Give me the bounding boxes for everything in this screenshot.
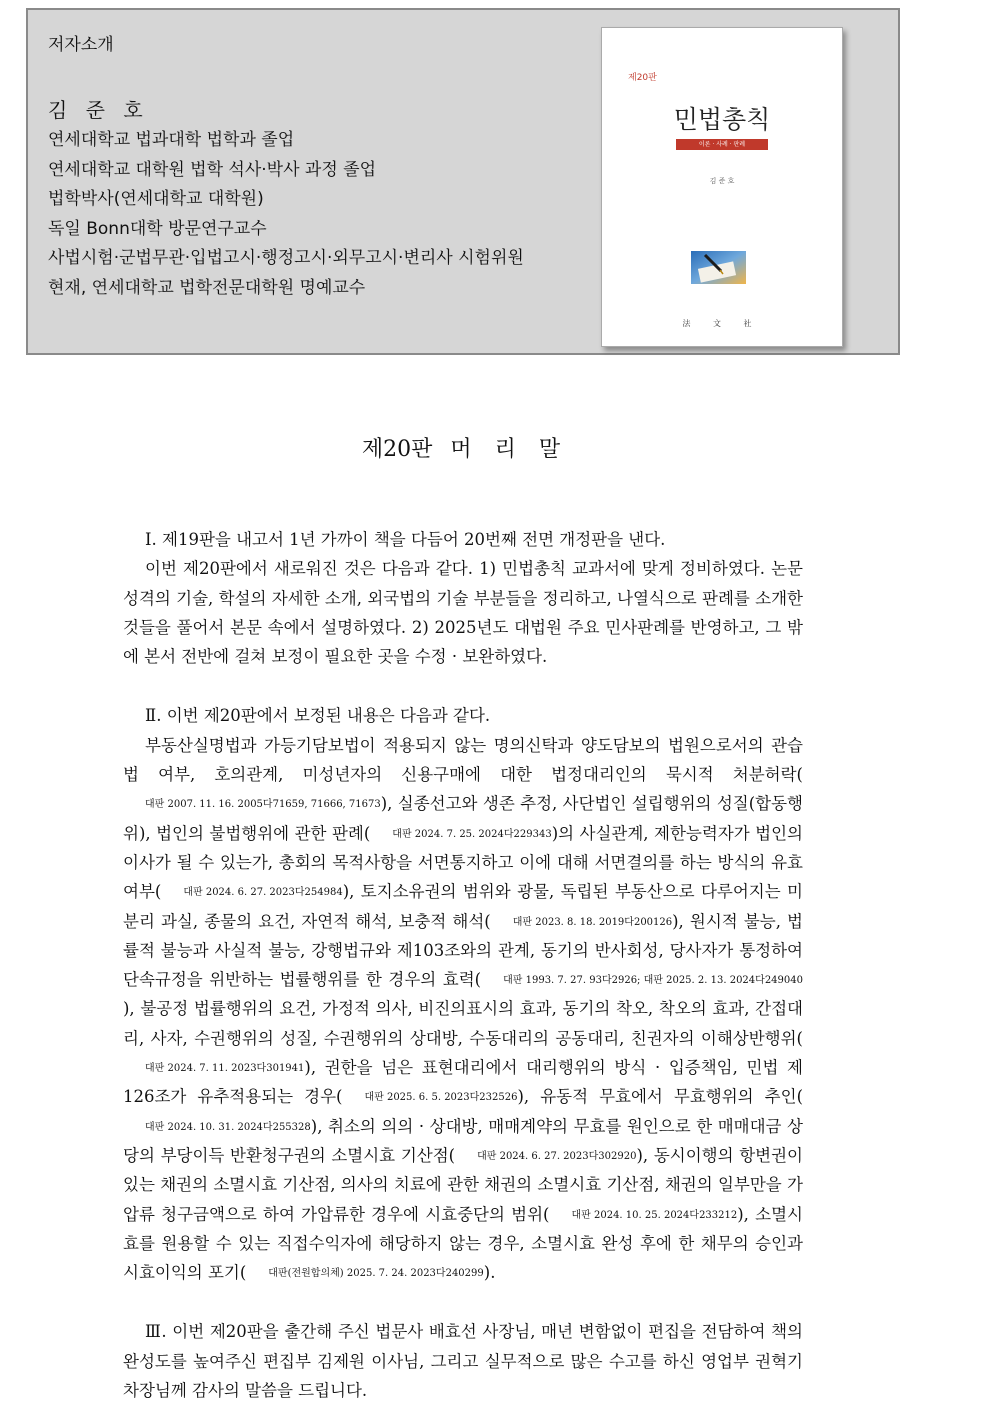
author-intro-box bbox=[26, 8, 900, 355]
preface-title bbox=[0, 432, 930, 463]
cover-publisher: 法 文 社 bbox=[682, 319, 762, 328]
text-segment: )의 사실관계, 제한능력자가 법인의 이사가 될 수 있는가, 총회의 목적사항을 서면통지하고 이에 대해 서면결의를 하는 방식의 유효 여부( bbox=[123, 823, 803, 902]
preface-title-edition: 제20판 bbox=[361, 437, 433, 462]
cover-title: 민법총칙 bbox=[673, 105, 771, 134]
author-career-line: 법학박사(연세대학교 대학원) bbox=[48, 189, 264, 209]
author-career-line: 연세대학교 대학원 법학 석사·박사 과정 졸업 bbox=[48, 159, 377, 180]
book-cover bbox=[601, 27, 843, 347]
text-segment: ), 토지소유권의 범위와 광물, 독립된 부동산으로 다루어지는 미분리 과실, 종물의 요건, 자연적 해석, 보충적 해석( bbox=[123, 882, 803, 931]
text-segment: ), 실종선고와 생존 추정, 사단법인 설립행위의 성질(합동행위), 법인의 불법행위에 관한 판례( bbox=[123, 794, 803, 843]
section-1-paragraph: 이번 제20판에서 새로워진 것은 다음과 같다. 1) 민법총칙 교과서에 맞게 정비하였다. 논문 성격의 기술, 학설의 자세한 소개, 외국법의 기술 부분들을 정리하고, 나열식으로 판례를 소개한 것들을 풀어서 본문 속에서 설명하였다. 2) 2025년도 대법원 주요 민사판례를 반영하고, 그 밖에 본서 전반에 걸쳐 보정이 필요한 곳을 수정 · 보완하였다. bbox=[123, 559, 803, 667]
case-citation: 대판 2024. 6. 27. 2023다254984 bbox=[183, 887, 343, 899]
preface-body bbox=[123, 525, 803, 1405]
cover-author: 김 준 호 bbox=[709, 177, 735, 185]
text-segment: ), 취소의 의의 · 상대방, 매매계약의 무효를 원인으로 한 매매대금 상당의 부당이득 반환청구권의 소멸시효 기산점( bbox=[123, 1116, 803, 1165]
preface-title-text: 머 리 말 bbox=[450, 437, 569, 462]
case-citation: 대판 2024. 10. 25. 2024다233212 bbox=[571, 1209, 738, 1221]
case-citation: 대판 2024. 10. 31. 2024다255328 bbox=[145, 1121, 311, 1133]
text-segment: ), 불공정 법률행위의 요건, 가정적 의사, 비진의표시의 효과, 동기의 착오, 착오의 효과, 간접대리, 사자, 수권행위의 성질, 수권행위의 상대방, 수동대리의 공동대리, 친권자의 이해상반행위( bbox=[123, 999, 803, 1048]
section-2-paragraph bbox=[123, 731, 803, 1288]
case-citation: 대판 2024. 7. 25. 2024다229343 bbox=[392, 828, 552, 840]
text-segment: ), 원시적 불능, 법률적 불능과 사실적 불능, 강행법규와 제103조와의 관계, 동기의 반사회성, 당사자가 통정하여 단속규정을 위반하는 법률행위를 한 경우의 효력( bbox=[123, 911, 803, 990]
case-citation: 대판 2023. 8. 18. 2019다200126 bbox=[512, 916, 673, 928]
pen-on-paper-image bbox=[691, 251, 746, 284]
case-citation: 대판(전원합의체) 2025. 7. 24. 2023다240299 bbox=[268, 1268, 484, 1280]
author-career-line: 연세대학교 법과대학 법학과 졸업 bbox=[48, 130, 295, 150]
text-segment: ), 권한을 넘은 표현대리에서 대리행위의 방식 · 입증책임, 민법 제126조가 유추적용되는 경우( bbox=[123, 1058, 803, 1107]
section-3-paragraph: Ⅲ. 이번 제20판을 출간해 주신 법문사 배효선 사장님, 매년 변함없이 편집을 전담하여 책의 완성도를 높여주신 편집부 김제원 이사님, 그리고 실무적으로 많은 수고를 하신 영업부 권혁기 차장님께 감사의 말씀을 드립니다. bbox=[123, 1322, 803, 1401]
author-career-line: 독일 Bonn대학 방문연구교수 bbox=[48, 218, 267, 239]
case-citation: 대판 1993. 7. 27. 93다2926; 대판 2025. 2. 13. 2024다249040 bbox=[503, 975, 803, 987]
cover-subtitle-band: 이론 · 사례 · 판례 bbox=[676, 139, 768, 150]
case-citation: 대판 2024. 6. 27. 2023다302920 bbox=[477, 1150, 637, 1162]
author-career-list bbox=[48, 126, 524, 303]
case-citation: 대판 2025. 6. 5. 2023다232526 bbox=[364, 1092, 518, 1104]
text-segment: ), 유동적 무효에서 무효행위의 추인( bbox=[517, 1087, 804, 1107]
text-segment: 부동산실명법과 가등기담보법이 적용되지 않는 명의신탁과 양도담보의 법원으로서의 관습법 여부, 호의관계, 미성년자의 신용구매에 대한 법정대리인의 묵시적 처분허락( bbox=[123, 735, 803, 785]
author-name: 김 준 호 bbox=[48, 98, 149, 122]
author-career-line: 사법시험·군법무관·입법고시·행정고시·외무고시·변리사 시험위원 bbox=[48, 248, 524, 268]
author-intro-heading: 저자소개 bbox=[48, 35, 114, 55]
section-1-heading-paragraph: Ⅰ. 제19판을 내고서 1년 가까이 책을 다듬어 20번째 전면 개정판을 낸다. bbox=[145, 530, 666, 549]
case-citation: 대판 2007. 11. 16. 2005다71659, 71666, 71673 bbox=[145, 799, 381, 811]
text-segment: ), 동시이행의 항변권이 있는 채권의 소멸시효 기산점, 의사의 치료에 관한 채권의 소멸시효 기산점, 채권의 일부만을 가압류 청구금액으로 하여 가압류한 경우에 시효중단의 범위( bbox=[123, 1145, 803, 1224]
case-citation: 대판 2024. 7. 11. 2023다301941 bbox=[145, 1063, 305, 1075]
cover-edition: 제20판 bbox=[628, 73, 657, 83]
section-2-heading-paragraph: Ⅱ. 이번 제20판에서 보정된 내용은 다음과 같다. bbox=[145, 706, 491, 726]
author-career-line: 현재, 연세대학교 법학전문대학원 명예교수 bbox=[48, 277, 366, 298]
text-segment: ), 소멸시효를 원용할 수 있는 직접수익자에 해당하지 않는 경우, 소멸시효 완성 후에 한 채무의 승인과 시효이익의 포기( bbox=[123, 1204, 803, 1283]
text-segment: ). bbox=[483, 1263, 496, 1283]
